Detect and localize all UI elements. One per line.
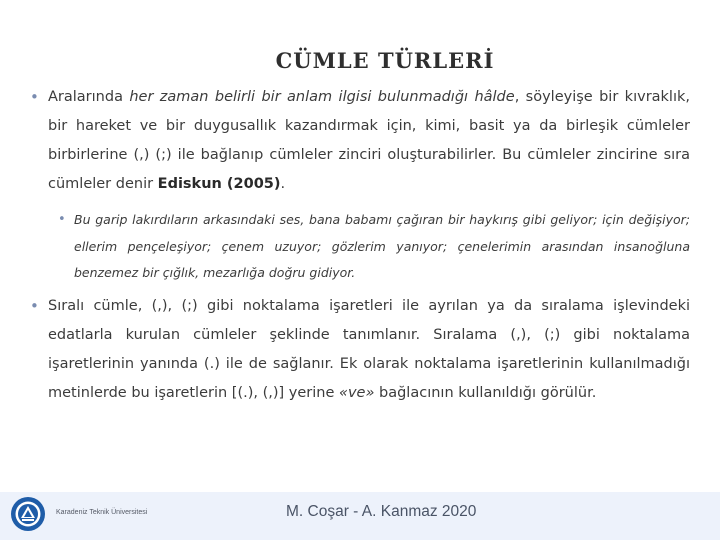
bullet-paragraph-1 xyxy=(30,83,690,199)
university-name: Karadeniz Teknik Üniversitesi xyxy=(56,509,148,516)
bullet2-italic-text: «ve» xyxy=(339,384,375,401)
sub-bullet-example xyxy=(58,207,690,287)
bullet2-text-a: Sıralı cümle, (,), (;) gibi noktalama işaretleri ile ayrılan ya da sıralama işlevindeki edatlarla kurulan cümleler şeklinde tanımlanır. Sıralama (,), (;) gibi noktalama işaretlerinin yanında (.) ile de sağlanır. Ek olarak noktalama işaretlerinin kullanılmadığı metinlerde bu işaretlerin [(.), (,)] yerine xyxy=(48,297,690,401)
bullet1-citation: Ediskun (2005) xyxy=(157,176,281,192)
sub-bullet-text: Bu garip lakırdıların arkasındaki ses, bana babamı çağıran bir haykırış gibi geliyor; için değişiyor; ellerim pençeleşiyor; çenem uzuyor; gözlerim yanıyor; çenelerimin arasından insanoğluna benzemez bir çığlık, mezarlığa doğru gidiyor. xyxy=(74,212,690,280)
slide-title: CÜMLE TÜRLERİ xyxy=(275,48,495,73)
slide-content xyxy=(30,83,690,408)
bullet1-text-end: . xyxy=(280,176,286,192)
bullet-paragraph-2 xyxy=(30,292,690,408)
sub-bullet-dot: • xyxy=(58,212,66,227)
bullet1-text-a: Aralarında xyxy=(48,89,130,105)
footer-authors: M. Coşar - A. Kanmaz 2020 xyxy=(286,503,477,520)
bullet2-text-b: bağlacının kullanıldığı görülür. xyxy=(374,384,597,401)
footer-bar xyxy=(0,492,720,540)
university-logo-icon xyxy=(10,496,46,532)
bullet1-italic-text: her zaman belirli bir anlam ilgisi bulunmadığı hâlde xyxy=(129,89,515,105)
bullet1-text-b: , söyleyişe bir kıvraklık, bir hareket ve bir duygusallık kazandırmak için, kimi, basit ya da birleşik cümleler birbirlerine (,) (;) ile bağlanıp cümleler zinciri oluşturabilirler. Bu cümleler zincirine sıra cümleler denir xyxy=(48,89,690,192)
